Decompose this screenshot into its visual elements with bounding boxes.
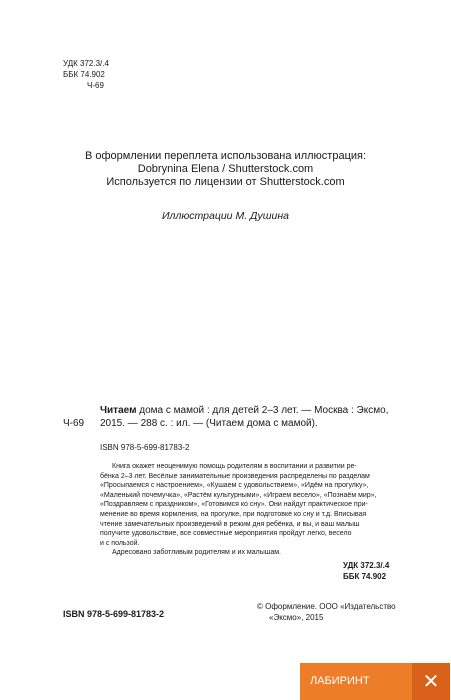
bib-description: дома с мамой : для детей 2–3 лет. — Москва : Эксмо, 2015. — 288 с. : ил. — (Читаем дома с мамой). [100, 405, 389, 429]
annotation-line: «Просыпаемся с настроением», «Кушаем с удовольствием», «Идём на прогулку», [100, 482, 369, 490]
cover-credit-line-3: Используется по лицензии от Shutterstock.com [106, 176, 345, 188]
watermark-text: ЛАБИРИНТ [310, 675, 370, 687]
bibliographic-record [100, 404, 400, 430]
isbn-bottom: ISBN 978-5-699-81783-2 [63, 609, 165, 619]
annotation-line: «Маленький почемучка», «Растём культурными», «Играем весело», «Познаём мир», [100, 491, 377, 499]
annotation-line: менение во время кормления, на прогулке, при подготовке ко сну и т.д. Вписывая [100, 510, 367, 518]
copyright-line-1: © Оформление. ООО «Издательство [257, 602, 396, 611]
bbk-code-bottom: ББК 74.902 [343, 572, 387, 581]
copyright-line-2: «Эксмо», 2015 [269, 613, 324, 622]
classification-bottom [343, 560, 389, 582]
copyright-block [257, 601, 396, 623]
annotation-line: получите удовольствие, все совместные мероприятия пройдут легко, весело [100, 530, 352, 538]
bib-title: Читаем [100, 405, 137, 416]
cover-credit-line-1: В оформлении переплета использована иллюстрация: [84, 150, 367, 162]
annotation [100, 462, 400, 558]
annotation-line: «Поздравляем с праздником», «Готовимся ко сну». Они найдут практическое при- [100, 501, 368, 509]
illustrations-credit [0, 210, 451, 223]
annotation-line: чтение замечательных произведений в режим дня ребёнка, и вы, и ваш малыш [100, 520, 360, 528]
labirint-watermark [300, 663, 450, 700]
bbk-code: ББК 74.902 [63, 70, 105, 79]
udk-code: УДК 372.3/.4 [63, 59, 109, 68]
bib-author-mark: Ч-69 [63, 418, 85, 429]
classification-block [63, 58, 109, 91]
illustrations-author: М. Душина [235, 210, 289, 222]
udk-code-bottom: УДК 372.3/.4 [343, 561, 390, 570]
labirint-logo-icon: ✕ [412, 663, 450, 700]
annotation-line: и с пользой. [100, 539, 140, 547]
annotation-line: Книга окажет неоценимую помощь родителям в воспитании и развитии ре- [112, 463, 357, 470]
audience-line: Адресовано заботливым родителям и их малышам. [112, 549, 281, 557]
isbn-line: ISBN 978-5-699-81783-2 [100, 443, 190, 452]
illustrations-label: Иллюстрации [162, 210, 233, 222]
cover-credit [0, 150, 451, 189]
cover-credit-line-2: Dobrynina Elena / Shutterstock.com [137, 163, 314, 175]
author-mark: Ч-69 [87, 81, 104, 90]
annotation-line: бёнка 2–3 лет. Весёлые занимательные произведения распределены по разделам [100, 472, 370, 480]
